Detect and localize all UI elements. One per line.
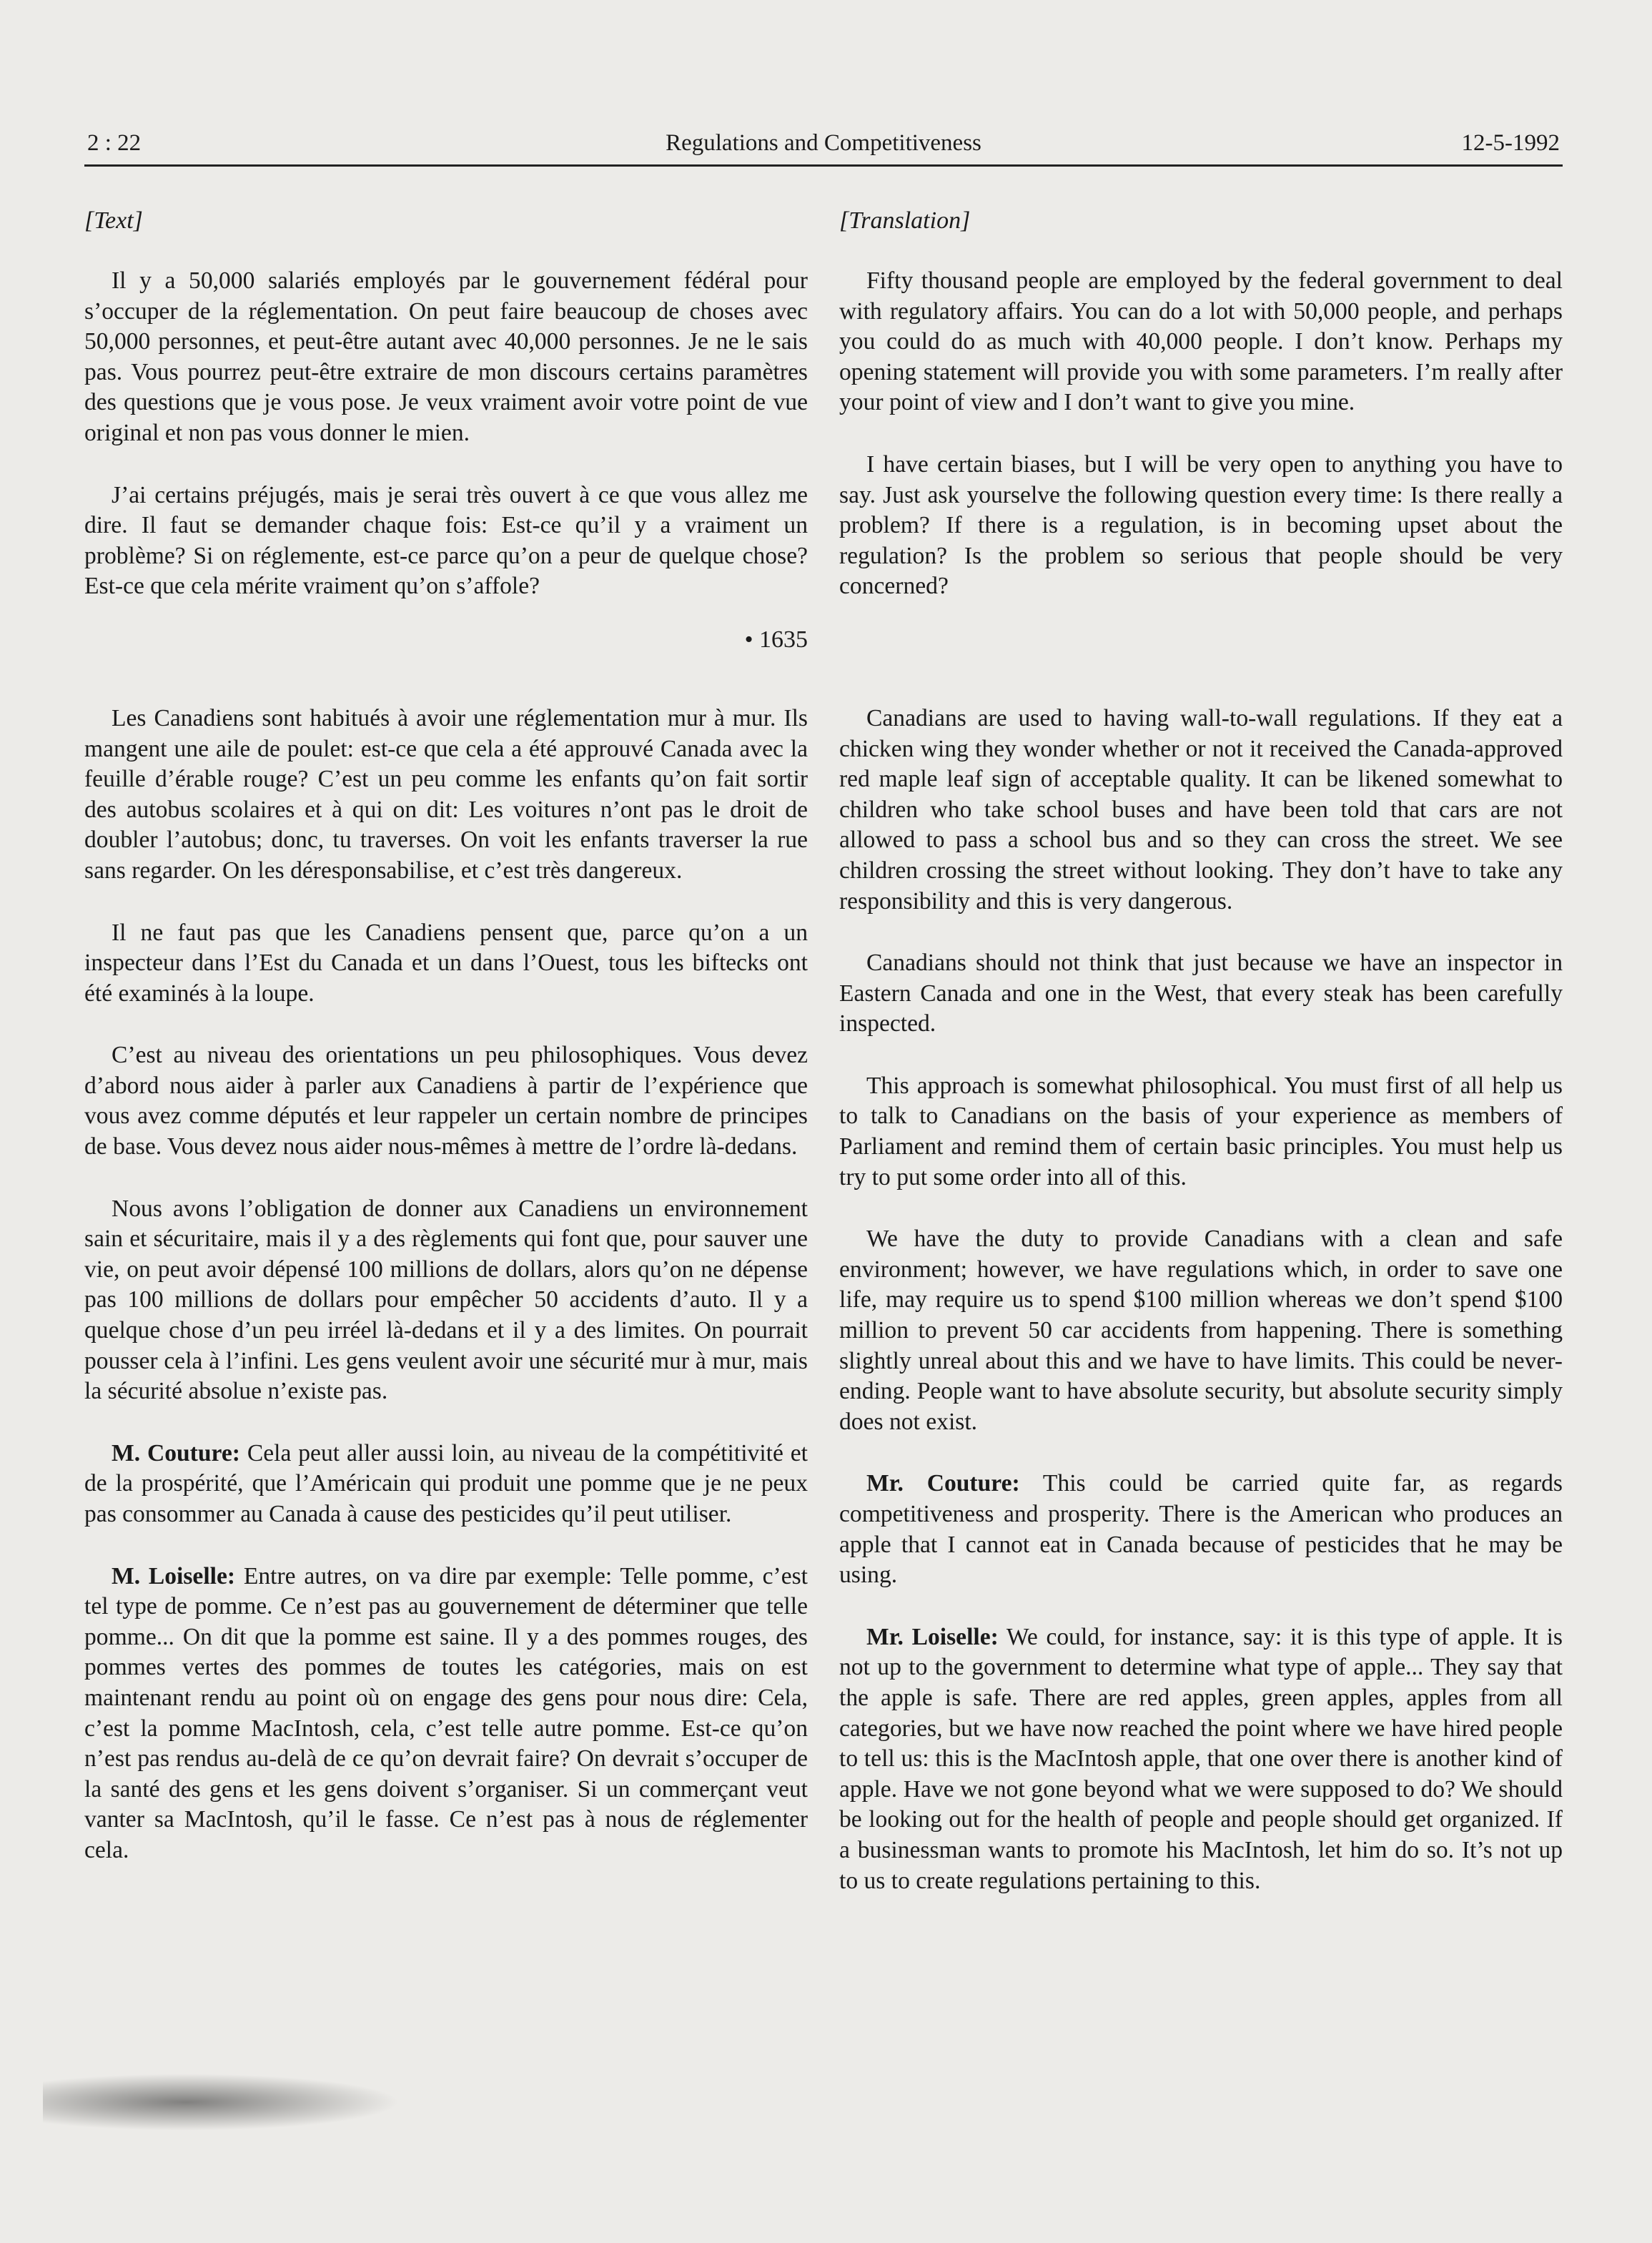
paragraph-text: Il ne faut pas que les Canadiens pensent que, parce qu’on a un inspecteur dans l’Est du Canada et un dans l’Ouest, tous les biftecks ont été examinés à la loupe. — [84, 919, 808, 1007]
page-date: 12-5-1992 — [1461, 130, 1560, 156]
paragraph-text: I have certain biases, but I will be very open to anything you have to say. Just ask yourselve the following question every time: Is there really a problem? If there is a regulation, is in becoming upset about the regulation? Is the problem so serious that people should be very concerned? — [839, 450, 1563, 600]
paragraph-text: We have the duty to provide Canadians with a clean and safe environment; however, we have regulations which, in order to save one life, may require us to spend $100 million whereas we don’t spend $100 million to prevent 50 car accidents from happening. There is something slightly unreal about this and we have to have limits. This could be never-ending. People want to have absolute security, but absolute security simply does not exist. — [839, 1226, 1563, 1435]
paragraph-text: We could, for instance, say: it is this type of apple. It is not up to the government to determine what type of apple... They say that the apple is safe. There are red apples, green apples, apples from all categories, but we have now reached the point where we have hired people to tell us: this is the MacIntosh apple, that one over there is another kind of apple. Have we not gone beyond what we were supposed to do? We should be looking out for the health of people and people should get organized. If a businessman wants to promote his MacIntosh, let him do so. It’s not up to us to create regulations pertaining to this. — [839, 1623, 1563, 1894]
paragraph-text: This approach is somewhat philosophical. You must first of all help us to talk to Canadians on the basis of your experience as members of Parliament and remind them of certain basic principles. You must help us try to put some order into all of this. — [839, 1072, 1563, 1190]
paragraph — [84, 1040, 808, 1162]
paragraph-text: This could be carried quite far, as regards competitiveness and prosperity. There is the American who produces an apple that I cannot eat in Canada because of pesticides that he may be using. — [839, 1470, 1563, 1589]
french-column — [84, 207, 808, 1898]
text-label: [Text] — [84, 207, 143, 234]
running-title: Regulations and Competitiveness — [666, 130, 981, 156]
translation-label: [Translation] — [839, 207, 971, 234]
ink-smudge — [43, 2074, 400, 2131]
paragraph-speaker: Mr. Loiselle: — [866, 1623, 999, 1650]
time-marker-spacer — [839, 626, 1563, 654]
time-marker: • 1635 — [744, 626, 808, 653]
paragraph — [839, 1071, 1563, 1193]
paragraph — [839, 1622, 1563, 1896]
paragraph-text: Fifty thousand people are employed by the federal government to deal with regulatory affairs. You can do a lot with 50,000 people, and perhaps you could do as much with 40,000 people. I don’t know. Perhaps my opening statement will provide you with some parameters. I’m really after your point of view and I don’t want to give you mine. — [839, 267, 1563, 416]
paragraph — [84, 1439, 808, 1530]
paragraph — [84, 1562, 808, 1866]
paragraph — [84, 480, 808, 602]
paragraph — [839, 1224, 1563, 1437]
paragraph-text: Nous avons l’obligation de donner aux Canadiens un environnement sain et sécuritaire, mais il y a des règlements qui font que, pour sauver une vie, on peut avoir dépensé 100 millions de dollars, alors qu’on ne dépense pas 100 millions de dollars pour empêcher 50 accidents d’auto. Il y a quelque chose d’un peu irréel là-dedans et il y a des limites. On pourrait pousser cela à l’infini. Les gens veulent avoir une sécurité mur à mur, mais la sécurité absolue n’existe pas. — [84, 1195, 808, 1405]
paragraph-text: Les Canadiens sont habitués à avoir une réglementation mur à mur. Ils mangent une aile de poulet: est-ce que cela a été approuvé Canada avec la feuille d’érable rouge? C’est un peu comme les enfants qu’on fait sortir des autobus scolaires et à qui on dit: Les voitures n’ont pas le droit de doubler l’autobus; donc, tu traverses. On voit les enfants traverser la rue sans regarder. On les déresponsabilise, et c’est très dangereux. — [84, 704, 808, 884]
paragraph-speaker: Mr. Couture: — [866, 1470, 1020, 1497]
paragraph — [84, 266, 808, 449]
paragraph-speaker: M. Couture: — [112, 1439, 240, 1466]
paragraph — [84, 918, 808, 1010]
paragraph — [839, 450, 1563, 602]
paragraph-text: Canadians should not think that just because we have an inspector in Eastern Canada and one in the West, that every steak has been carefully inspected. — [839, 950, 1563, 1037]
paragraph — [84, 1194, 808, 1407]
paragraph — [839, 948, 1563, 1040]
paragraph-text: Entre autres, on va dire par exemple: Telle pomme, c’est tel type de pomme. Ce n’est pas au gouvernement de déterminer que telle pomme... On dit que la pomme est saine. Il y a des pommes rouges, des pommes vertes des pommes de toutes les catégories, mais on est maintenant rendu au point où on engage des gens pour nous dire: Cela, c’est la pomme MacIntosh, cela, c’est telle autre pomme. Est-ce qu’on n’est pas rendus au-delà de ce qu’on devrait faire? On devrait s’occuper de la santé des gens et les gens doivent s’organiser. Si un commerçant veut vanter sa MacIntosh, qu’il le fasse. Ce n’est pas à nous de réglementer cela. — [84, 1562, 808, 1863]
paragraph-speaker: M. Loiselle: — [112, 1562, 236, 1589]
english-column — [839, 207, 1563, 1928]
paragraph-text: Canadians are used to having wall-to-wall regulations. If they eat a chicken wing they wonder whether or not it received the Canada-approved red maple leaf sign of acceptable quality. It can be likened somewhat to children who take school buses and have been told that cars are not allowed to pass a school bus and so they can cross the street. We see children crossing the street without looking. They don’t have to take any responsibility and this is very dangerous. — [839, 704, 1563, 915]
page-number: 2 : 22 — [87, 130, 142, 156]
paragraph-text: C’est au niveau des orientations un peu philosophiques. Vous devez d’abord nous aider à parler aux Canadiens à partir de l’expérience que vous avez comme députés et leur rappeler un certain nombre de principes de base. Vous devez nous aider nous-mêmes à mettre de l’ordre là-dedans. — [84, 1042, 808, 1160]
paragraph — [839, 704, 1563, 917]
paragraph — [84, 704, 808, 887]
paragraph-text: Cela peut aller aussi loin, au niveau de la compétitivité et de la prospérité, que l’Américain qui produit une pomme que je ne peux pas consommer au Canada à cause des pesticides qu’il peut utiliser. — [84, 1439, 808, 1527]
paragraph — [839, 1469, 1563, 1590]
paragraph — [839, 266, 1563, 418]
paragraph-text: J’ai certains préjugés, mais je serai très ouvert à ce que vous allez me dire. Il faut se demander chaque fois: Est-ce qu’il y a vraiment un problème? Si on réglemente, est-ce parce qu’on a peur de quelque chose? Est-ce que cela mérite vraiment qu’on s’affole? — [84, 481, 808, 600]
page-header — [84, 129, 1563, 167]
paragraph-text: Il y a 50,000 salariés employés par le gouvernement fédéral pour s’occuper de la réglementation. On peut faire beaucoup de choses avec 50,000 personnes, et peut-être autant avec 40,000 personnes. Je ne le sais pas. Vous pourrez peut-être extraire de mon discours certains paramètres des questions que je vous pose. Je veux vraiment avoir votre point de vue original et non pas vous donner le mien. — [84, 267, 808, 446]
